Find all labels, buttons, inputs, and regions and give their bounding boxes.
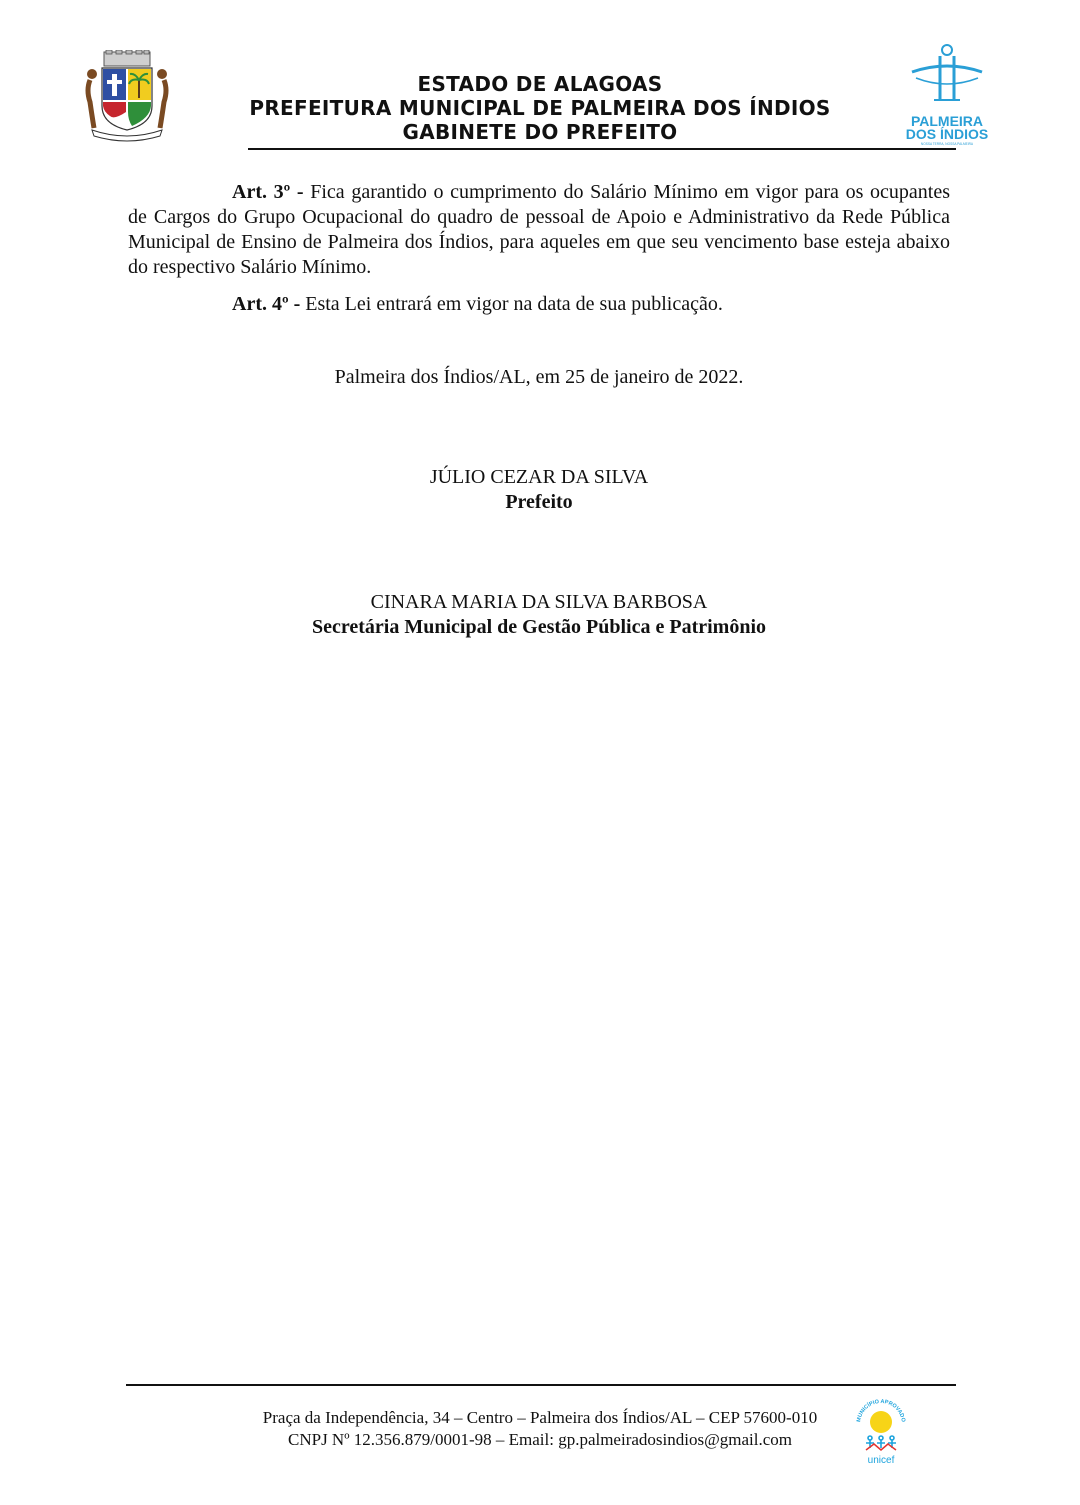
signatory-name: JÚLIO CEZAR DA SILVA (429, 466, 649, 488)
footer-address: Praça da Independência, 34 – Centro – Palmeira dos Índios/AL – CEP 57600-010 (262, 1408, 818, 1427)
logo-line2: DOS ÍNDIOS (905, 126, 989, 142)
footer-cnpj-email: CNPJ Nº 12.356.879/0001-98 – Email: gp.palmeiradosindios@gmail.com (288, 1430, 792, 1449)
signatory-role: Prefeito (505, 491, 573, 513)
unicef-seal-icon (852, 1398, 910, 1468)
prefecture-name: PREFEITURA MUNICIPAL DE PALMEIRA DOS ÍNDIOS (249, 96, 831, 120)
article-number: Art. 4º - (232, 293, 301, 315)
christ-statue-icon (904, 42, 990, 146)
logo-line1: PALMEIRA (910, 113, 984, 129)
seal-arc-text: MUNICÍPIO APROVADO (856, 1398, 906, 1423)
coat-of-arms-icon (82, 50, 172, 142)
office-name: GABINETE DO PREFEITO (402, 120, 678, 144)
article-text: Fica garantido o cumprimento do Salário Mínimo em vigor para os ocupantes de Cargos do Grupo Ocupacional do quadro de pessoal de Apoio e Administrativo da Rede Pública Municipal de Ensino de Palmeira dos Índios, para aqueles em que seu vencimento base esteja abaixo do respectivo Salário Mínimo. (128, 181, 950, 278)
unicef-wordmark: unicef (867, 1455, 895, 1466)
letterhead-title (180, 72, 900, 144)
logo-tagline: NOSSA TERRA, NOSSA PALMEIRA (920, 142, 974, 146)
state-name: ESTADO DE ALAGOAS (417, 72, 663, 96)
article-3 (128, 180, 950, 280)
signatory-role: Secretária Municipal de Gestão Pública e Patrimônio (311, 616, 766, 638)
law-body (128, 180, 950, 317)
signature-secretary (128, 590, 950, 640)
header-divider (248, 148, 956, 150)
article-4 (128, 292, 950, 317)
signature-mayor (128, 465, 950, 515)
article-number: Art. 3º - (232, 181, 304, 203)
city-logo (904, 42, 990, 146)
signatory-name: CINARA MARIA DA SILVA BARBOSA (370, 591, 708, 613)
article-text: Esta Lei entrará em vigor na data de sua publicação. (300, 293, 723, 315)
footer-divider (126, 1384, 956, 1386)
date-line: Palmeira dos Índios/AL, em 25 de janeiro de 2022. (334, 366, 744, 388)
footer-contact (210, 1407, 870, 1451)
